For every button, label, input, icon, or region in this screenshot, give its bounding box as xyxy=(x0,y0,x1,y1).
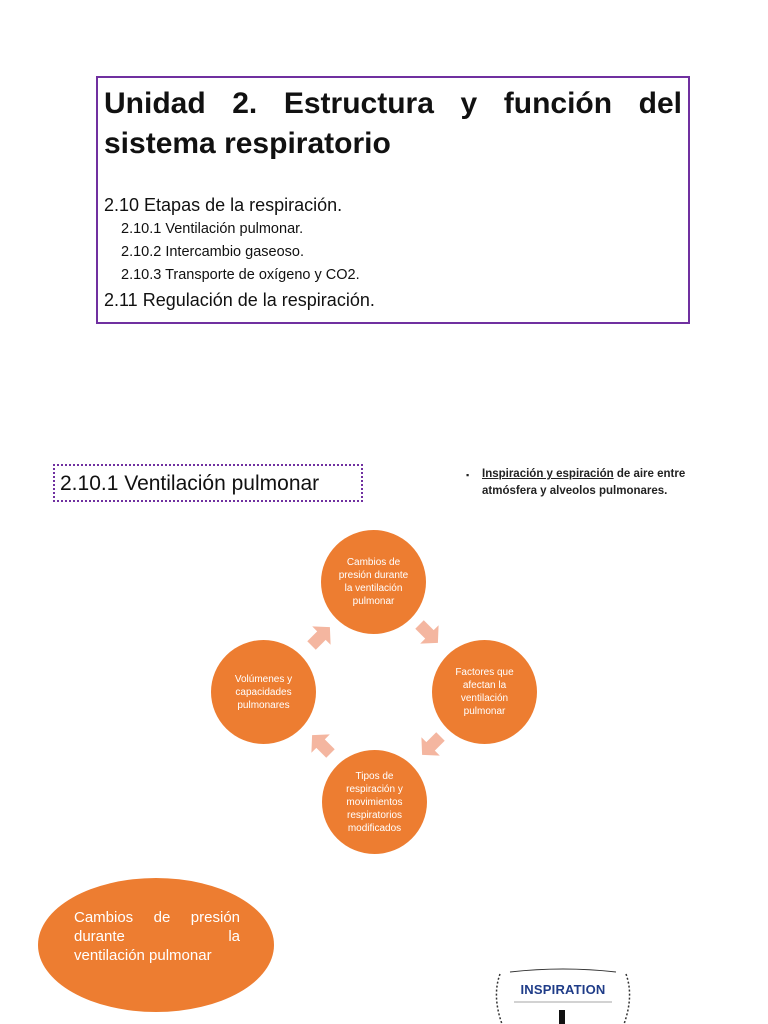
bullet-underlined-text: Inspiración y espiración xyxy=(482,468,614,480)
inspiration-figure xyxy=(488,966,648,1024)
cycle-arrow-right-bottom-icon xyxy=(412,725,452,765)
cycle-node-left: Volúmenes y capacidades pulmonares xyxy=(211,640,316,744)
cycle-node-top: Cambios de presión durante la ventilación pulmonar xyxy=(321,530,426,634)
toc-item-2-10-1: 2.10.1 Ventilación pulmonar. xyxy=(121,221,304,237)
cycle-node-bottom: Tipos de respiración y movimientos respiratorios modificados xyxy=(322,750,427,854)
oval-line-1: Cambios de presión durante la xyxy=(74,909,240,945)
cycle-arrow-bottom-left-icon xyxy=(302,725,342,765)
inspiration-label: INSPIRATION xyxy=(520,982,606,997)
toc-item-2-10: 2.10 Etapas de la respiración. xyxy=(104,195,343,215)
toc-item-2-10-2: 2.10.2 Intercambio gaseoso. xyxy=(121,244,304,260)
bullet-text xyxy=(466,466,706,500)
toc-item-2-11: 2.11 Regulación de la respiración. xyxy=(104,290,375,310)
bullet-note xyxy=(466,466,706,500)
cycle-node-right: Factores que afectan la ventilación pulmonar xyxy=(432,640,537,744)
toc-item-2-10-3: 2.10.3 Transporte de oxígeno y CO2. xyxy=(121,267,360,283)
bullet-rest-text: de aire entre atmósfera y alveolos pulmonares. xyxy=(482,468,686,497)
oval-line-2: ventilación pulmonar xyxy=(74,947,212,964)
section-heading: 2.10.1 Ventilación pulmonar xyxy=(53,464,363,502)
pressure-changes-oval xyxy=(38,878,274,1012)
bullet-square-icon: ▪ xyxy=(466,470,470,480)
unit-title: Unidad 2. Estructura y función del sistema respiratorio xyxy=(104,87,682,160)
cycle-arrow-left-top-icon xyxy=(300,617,340,657)
toc-list xyxy=(104,192,682,313)
unit-title-box xyxy=(96,76,690,324)
cycle-arrow-top-right-icon xyxy=(408,613,448,653)
